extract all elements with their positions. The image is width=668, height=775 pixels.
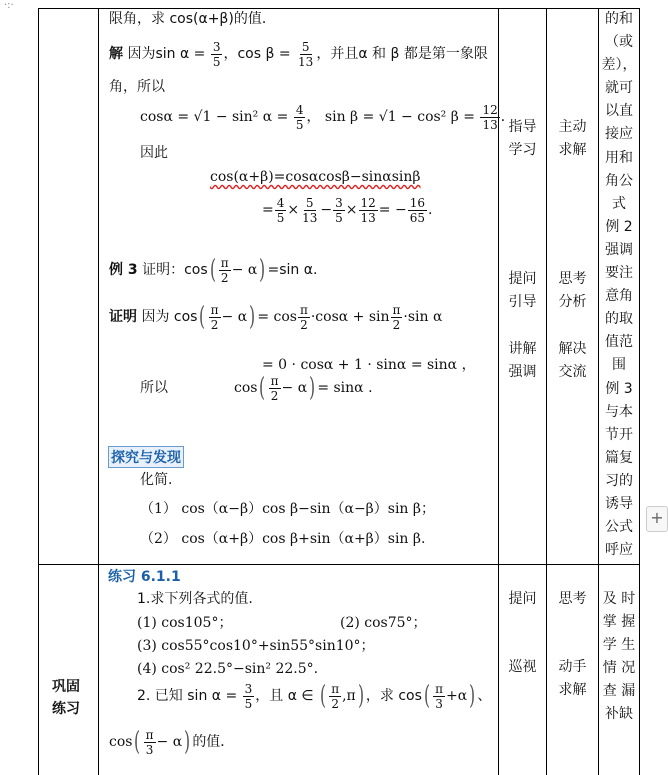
design-intent-line: 学 生 <box>602 637 636 653</box>
design-intent-line: 差）， <box>601 57 637 74</box>
teacher-activity-2: 提问 引导 <box>508 271 537 310</box>
example3-statement: 例 3 证明：cos( $\frac{\pi}{2}$ − α) =sin α. <box>109 255 318 285</box>
design-intent-line: 查 漏 <box>602 683 636 699</box>
design-intent-line: （或 <box>605 34 633 51</box>
example3-prove: 证明：cos <box>142 262 208 278</box>
design-intent-line: 掌 握 <box>602 614 636 630</box>
design-intent-top <box>599 8 639 562</box>
fraction-cos-alpha: $\frac{4}{5}$ <box>295 102 304 132</box>
design-intent-line: 例 2 <box>605 218 633 235</box>
therefore-text: 因此 <box>140 145 168 161</box>
exercise-q1-2: (2) cos75°； <box>340 615 427 631</box>
design-intent-line: 接应 <box>605 126 633 143</box>
student-activity-3: 解决 交流 <box>558 341 587 380</box>
cos-beta-text: ，cos β = <box>223 46 296 62</box>
example2-solution-line <box>109 32 488 76</box>
design-intent-line: 情 况 <box>602 660 636 676</box>
proof-conclusion: 所以 <box>140 380 168 396</box>
calc-frac-1: $\frac{4}{5}$ <box>276 195 285 225</box>
exercise-title: 练习 6.1.1 <box>108 569 181 585</box>
exercise-row-label: 巩固练习 <box>52 679 80 717</box>
example2-intro: 限角，求 cos(α+β)的值． <box>109 11 276 27</box>
exercise-q1-4: (4) cos² 22.5°−sin² 22.5°. <box>137 661 319 677</box>
exercise-q1: 1.求下列各式的值. <box>137 591 253 607</box>
fraction-sin-alpha: $\frac{3}{5}$ <box>212 39 221 69</box>
student-activity-2: 思考 分析 <box>558 271 587 310</box>
teacher-activity-5: 巡视 <box>508 659 537 675</box>
exercise-q2-cont: cos( $\frac{\pi}{3}$ − α) 的值． <box>109 727 235 757</box>
design-intent-line: 节开 <box>605 426 633 443</box>
table-top-border <box>38 8 639 9</box>
design-intent-line: 值范 <box>605 334 633 351</box>
exercise-q1-1: (1) cos105°； <box>137 615 233 631</box>
example3-label: 例 3 <box>109 262 138 278</box>
table-col-divider-1 <box>98 8 99 775</box>
sum-formula <box>210 168 420 186</box>
table-move-handle[interactable]: ·:· <box>4 0 14 11</box>
calc-frac-2: $\frac{5}{13}$ <box>302 195 318 225</box>
design-intent-line: 公式 <box>605 519 633 536</box>
exercise-q2: 2. 已知 sin α = $\frac{3}{5}$ ，且 α ∈ ( $\frac{\pi}{2}$ ,π) ，求 cos( $\frac{\pi}{3}$ +α) 、 <box>137 681 492 711</box>
sin-beta-expr: ， sin β = √1 − cos² β = <box>306 109 480 125</box>
design-intent-line: 就可 <box>605 80 633 97</box>
explore-item-1: （1） cos（α−β）cos β−sin（α−β）sin β； <box>140 501 435 517</box>
design-intent-line: 补缺 <box>605 706 633 722</box>
design-intent-line: 的和 <box>605 11 633 27</box>
calc-result: $\frac{16}{65}$ <box>409 195 425 225</box>
design-intent-line: 习的 <box>605 472 633 489</box>
table-left-border <box>38 8 39 775</box>
so-line: 角，所以 <box>109 79 165 95</box>
cos-alpha-line: cosα = √1 − sin² α = $\frac{4}{5}$ ， sin β = √1 − cos² β = $\frac{12}{13}$ ． <box>140 102 515 132</box>
design-intent-line: 用和 <box>605 149 633 166</box>
fraction-cos-beta: $\frac{5}{13}$ <box>298 39 314 69</box>
design-intent-line: 及 时 <box>602 591 636 607</box>
student-activity-4: 思考 <box>558 591 587 607</box>
solution-label: 解 <box>109 46 123 62</box>
design-intent-bottom <box>599 588 639 726</box>
explore-item-2: （2） cos（α+β）cos β+sin（α+β）sin β. <box>140 531 426 547</box>
condition-text: ，并且α 和 β 都是第一象限 <box>316 46 488 62</box>
design-intent-line: 要注 <box>605 265 633 282</box>
add-row-button[interactable]: + <box>646 506 668 532</box>
table-right-border <box>639 8 640 775</box>
design-intent-line: 强调 <box>605 241 633 258</box>
solution-text: 因为sin α = <box>127 46 210 62</box>
teacher-activity-1: 指导 学习 <box>508 119 537 158</box>
teacher-activity-4: 提问 <box>508 591 537 607</box>
proof-line-1: 证明 因为 cos( $\frac{\pi}{2}$ − α) = cos $\frac{\pi}{2}$ ·cosα + sin $\frac{\pi}{2}$ ·sin α <box>109 302 443 332</box>
design-intent-line: 意角 <box>605 288 633 305</box>
exercise-q1-3: (3) cos55°cos10°+sin55°sin10°； <box>137 638 375 654</box>
proof-label: 证明 <box>109 309 137 325</box>
cos-alpha-expr: cosα = √1 − sin² α = <box>140 109 293 125</box>
design-intent-line: 篇复 <box>605 449 633 466</box>
design-intent-line: 的取 <box>605 311 633 328</box>
explore-simplify: 化简. <box>140 472 173 488</box>
formula-text: cos(α+β)=cosαcosβ−sinαsinβ <box>210 169 421 185</box>
design-intent-line: 围 <box>612 357 626 374</box>
design-intent-line: 与本 <box>605 403 633 420</box>
design-intent-line: 角公 <box>605 172 633 189</box>
student-activity-5: 动手 求解 <box>558 659 587 698</box>
table-row-divider <box>38 564 639 565</box>
fraction-sin-beta: $\frac{12}{13}$ <box>482 102 498 132</box>
explore-heading: 探究与发现 <box>108 446 184 468</box>
design-intent-line: 呼应 <box>605 542 633 559</box>
calc-line: = $\frac{4}{5}$ × $\frac{5}{13}$ − $\frac{3}{5}$ × $\frac{12}{13}$ = − $\frac{16}{65}$ . <box>262 195 433 225</box>
design-intent-line: 例 3 <box>605 380 633 397</box>
calc-frac-3: $\frac{3}{5}$ <box>335 195 343 225</box>
design-intent-line: 式 <box>612 195 626 212</box>
design-intent-line: 以直 <box>605 103 633 120</box>
proof-conclusion-expr: cos( $\frac{\pi}{2}$ − α) = sinα . <box>234 373 373 403</box>
design-intent-line: 诱导 <box>605 495 633 512</box>
proof-line-2: = 0 · cosα + 1 · sinα = sinα ， <box>262 357 476 373</box>
student-activity-1: 主动 求解 <box>558 119 587 158</box>
calc-frac-4: $\frac{12}{13}$ <box>360 195 376 225</box>
teacher-activity-3: 讲解 强调 <box>508 341 537 380</box>
